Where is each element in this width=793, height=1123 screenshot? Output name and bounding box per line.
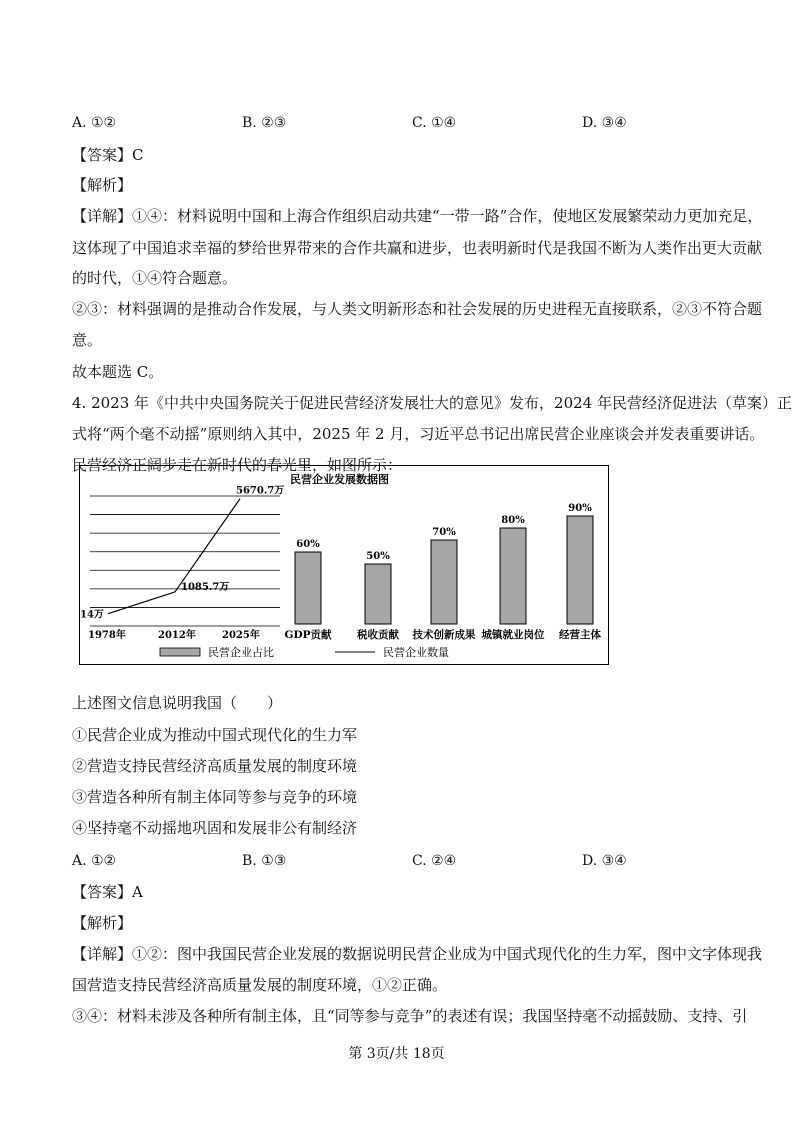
chart-svg (80, 466, 607, 663)
q3-analysis-tag: 【解析】 (72, 176, 133, 194)
q3-detail-line-1: 【详解】①④：材料说明中国和上海合作组织启动共建“一带一路”合作，使地区发展繁荣动力更加充足， (72, 207, 763, 225)
q4-question: 上述图文信息说明我国（ ） (72, 694, 283, 712)
line-x-tick-label: 2025年 (222, 630, 260, 641)
bar-category-label: 城镇就业岗位 (481, 629, 545, 641)
page-footer: 第 3页/共 18页 (348, 1046, 445, 1062)
q3-conclusion: 故本题选 C。 (72, 363, 164, 381)
line-data-label: 5670.7万 (236, 485, 285, 497)
chart-legend (160, 645, 449, 659)
q4-option-c: C. ②④ (412, 853, 457, 869)
q3-detail-line-2: 这体现了中国追求幸福的梦给世界带来的合作共赢和进步，也表明新时代是我国不断为人类作出更大贡献 (72, 239, 763, 257)
q4-detail-line-3: ③④：材料未涉及各种所有制主体，且“同等参与竞争”的表述有误；我国坚持毫不动摇鼓励、支持、引 (72, 1007, 748, 1025)
bar-category-label: 税收贡献 (357, 629, 399, 641)
q4-stem-line-1: 4. 2023 年《中共中央国务院关于促进民营经济发展壮大的意见》发布，2024 年民营经济促进法（草案）正 (72, 394, 792, 412)
bar-category-label: 技术创新成果 (412, 629, 476, 641)
line-x-tick-label: 2012年 (158, 630, 196, 641)
q4-item-4: ④坚持毫不动摇地巩固和发展非公有制经济 (72, 819, 358, 837)
q3-answer: 【答案】C (72, 146, 144, 164)
q3-option-d: D. ③④ (582, 115, 627, 131)
bar (500, 528, 526, 624)
q4-option-d: D. ③④ (582, 853, 627, 869)
q3-option-a: A. ①② (72, 115, 117, 131)
bar-data-label: 80% (501, 515, 525, 526)
q4-answer: 【答案】A (72, 883, 143, 901)
bar-data-label: 60% (296, 539, 320, 550)
bar (365, 564, 391, 624)
legend-bar-swatch (160, 648, 200, 656)
bar (567, 516, 593, 624)
bar-category-label: 经营主体 (559, 629, 601, 641)
legend-line-label: 民营企业数量 (383, 646, 449, 659)
q4-item-2: ②营造支持民营经济高质量发展的制度环境 (72, 757, 358, 775)
bar-data-label: 70% (432, 527, 456, 538)
bar-data-label: 90% (568, 503, 592, 514)
line-series-path (108, 499, 240, 614)
line-data-label: 1085.7万 (181, 581, 230, 593)
bar-data-label: 50% (366, 551, 390, 562)
q4-stem-line-2: 式将“两个毫不动摇”原则纳入其中，2025 年 2 月，习近平总书记出席民营企业座谈会并发表重要讲话。 (72, 425, 765, 443)
chart (79, 465, 609, 665)
legend-bar-label: 民营企业占比 (208, 646, 274, 659)
q4-analysis-tag: 【解析】 (72, 914, 133, 932)
line-data-label: 14万 (80, 609, 104, 621)
q3-option-b: B. ②③ (242, 115, 287, 131)
q4-option-b: B. ①③ (242, 853, 287, 869)
line-x-tick-label: 1978年 (88, 630, 126, 641)
q3-option-c: C. ①④ (412, 115, 457, 131)
bar-chart (285, 503, 602, 641)
chart-title: 民营企业发展数据图 (290, 473, 389, 486)
q4-item-3: ③营造各种所有制主体同等参与竞争的环境 (72, 788, 358, 806)
q3-detail-line-5: 意。 (72, 331, 103, 349)
bar (295, 552, 321, 624)
bar-category-label: GDP贡献 (284, 629, 332, 641)
bar (431, 540, 457, 624)
q4-detail-line-1: 【详解】①②：图中我国民营企业发展的数据说明民营企业成为中国式现代化的生力军，图中文字体现我 (72, 945, 763, 963)
q4-detail-line-2: 国营造支持民营经济高质量发展的制度环境，①②正确。 (72, 976, 448, 994)
line-chart-grid (90, 496, 280, 626)
q3-detail-line-4: ②③：材料强调的是推动合作发展，与人类文明新形态和社会发展的历史进程无直接联系，②③不符合题 (72, 300, 763, 318)
q4-stem-line-3: 民营经济正阔步走在新时代的春光里，如图所示： (72, 456, 403, 474)
line-chart (80, 485, 284, 641)
q4-option-a: A. ①② (72, 853, 117, 869)
q4-item-1: ①民营企业成为推动中国式现代化的生力军 (72, 726, 358, 744)
q3-detail-line-3: 的时代，①④符合题意。 (72, 269, 238, 287)
